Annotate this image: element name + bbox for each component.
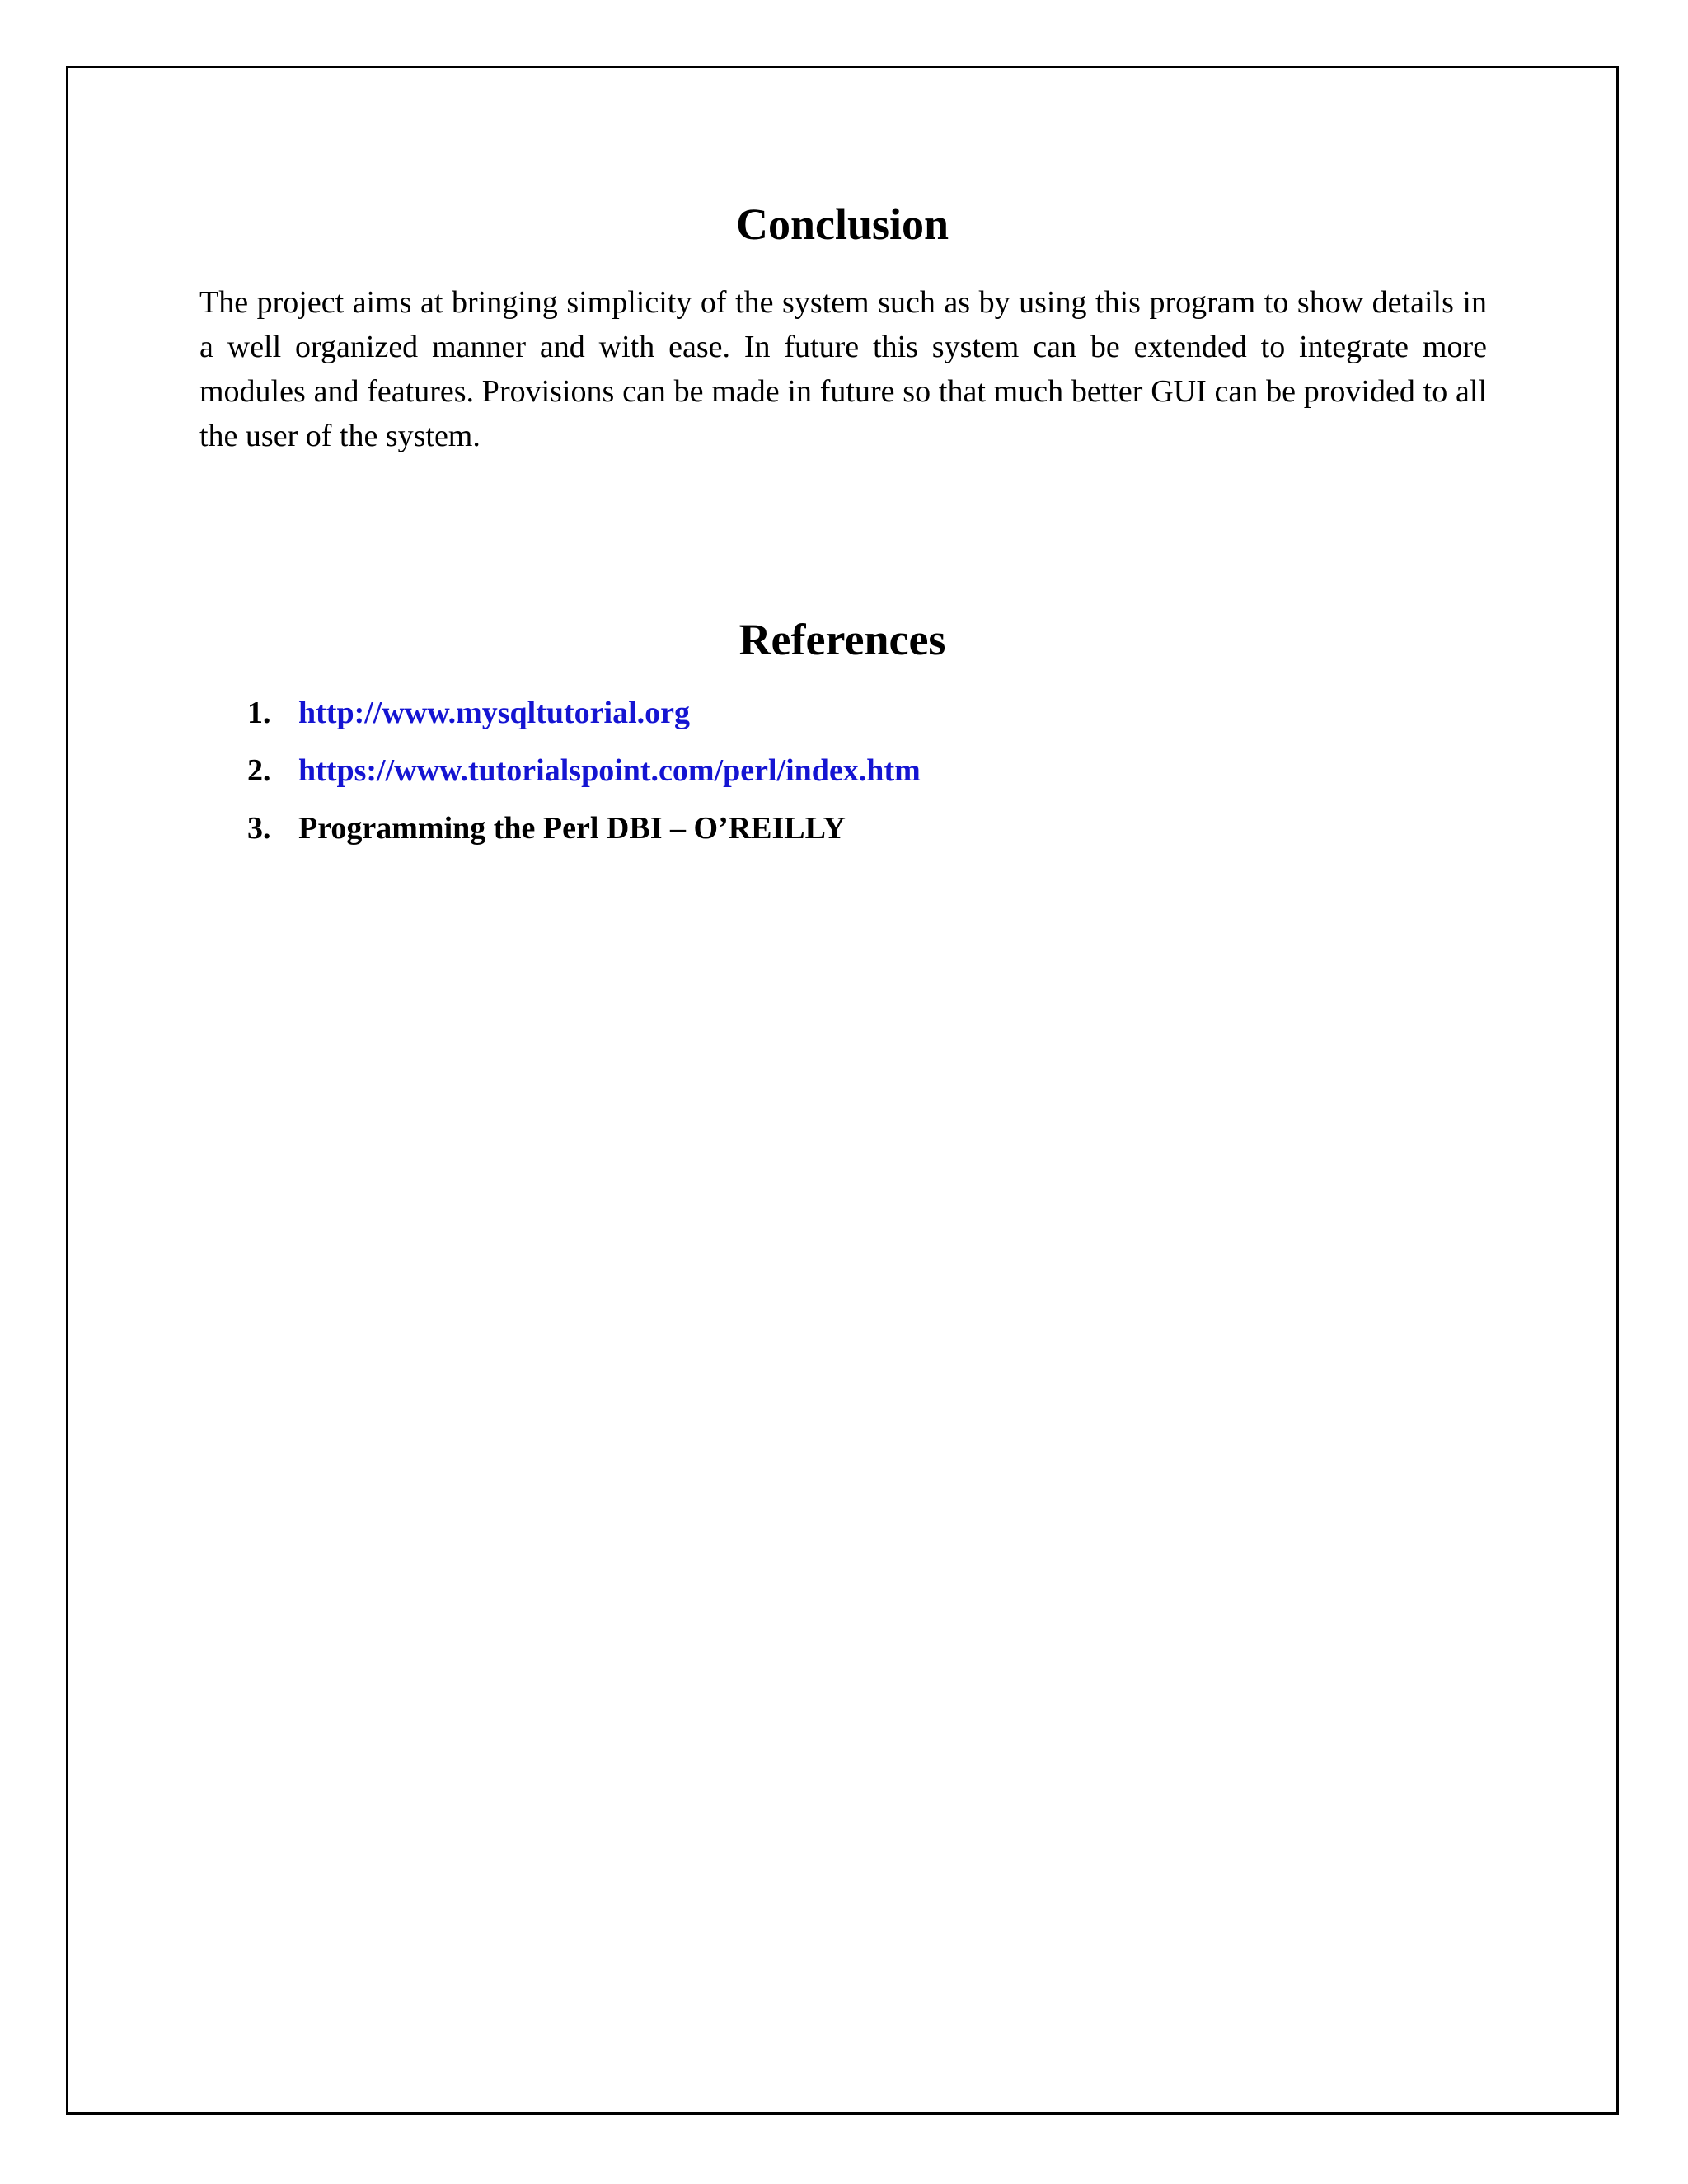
reference-number: 1.: [247, 696, 271, 730]
reference-book-title: Programming the Perl DBI – O’REILLY: [298, 811, 846, 846]
conclusion-paragraph: The project aims at bringing simplicity of the system such as by using this program to show details in a well organized manner and with ease. In future this system can be extended to integrate more modules and features. Provisions can be made in future so that much better GUI can be provided to all the user of the system.: [199, 285, 1487, 453]
references-heading: References: [738, 615, 946, 664]
reference-item: [0, 799, 1688, 857]
reference-item: [0, 684, 1688, 742]
reference-link-mysqltutorial[interactable]: http://www.mysqltutorial.org: [298, 696, 690, 730]
reference-link-tutorialspoint[interactable]: https://www.tutorialspoint.com/perl/index.htm: [298, 753, 921, 788]
reference-item: [0, 742, 1688, 799]
conclusion-heading: Conclusion: [735, 199, 950, 249]
references-list: [0, 684, 1688, 857]
reference-number: 3.: [247, 811, 271, 846]
reference-number: 2.: [247, 753, 271, 788]
